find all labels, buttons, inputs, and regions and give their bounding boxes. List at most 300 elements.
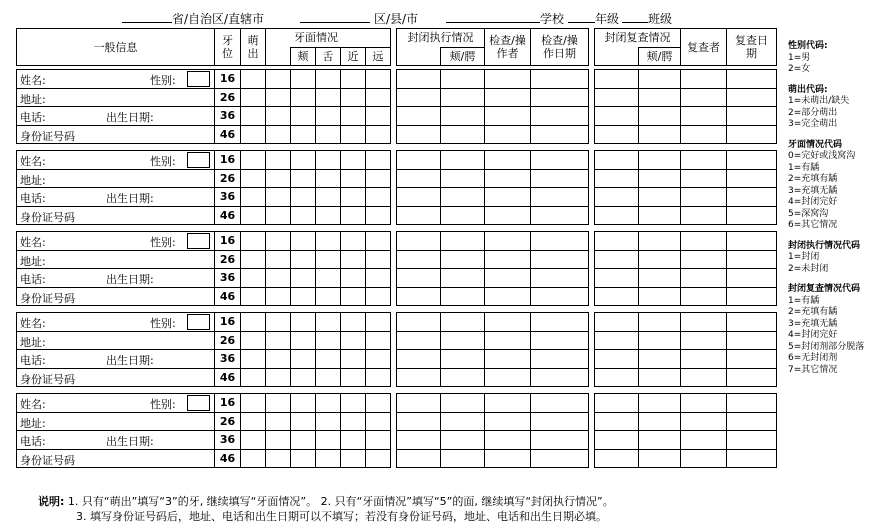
entry-cell[interactable] (595, 151, 639, 170)
class-blank[interactable] (622, 22, 648, 23)
entry-cell[interactable] (681, 70, 727, 89)
entry-cell[interactable] (316, 368, 341, 387)
entry-cell[interactable] (366, 70, 391, 89)
entry-cell[interactable] (681, 107, 727, 126)
entry-cell[interactable] (485, 70, 531, 89)
entry-cell[interactable] (266, 125, 291, 144)
school-blank[interactable] (446, 22, 540, 23)
entry-cell[interactable] (366, 232, 391, 251)
student-info-cell[interactable] (17, 431, 215, 450)
entry-cell[interactable] (341, 269, 366, 288)
entry-cell[interactable] (266, 313, 291, 332)
entry-cell[interactable] (241, 287, 266, 306)
entry-cell[interactable] (727, 206, 777, 225)
entry-cell[interactable] (291, 107, 316, 126)
entry-cell[interactable] (595, 107, 639, 126)
entry-cell[interactable] (397, 394, 441, 413)
entry-cell[interactable] (485, 250, 531, 269)
entry-cell[interactable] (639, 394, 681, 413)
entry-cell[interactable] (727, 107, 777, 126)
entry-cell[interactable] (316, 431, 341, 450)
student-info-cell[interactable] (17, 125, 215, 144)
entry-cell[interactable] (366, 206, 391, 225)
entry-cell[interactable] (531, 250, 589, 269)
entry-cell[interactable] (316, 70, 341, 89)
entry-cell[interactable] (341, 232, 366, 251)
entry-cell[interactable] (485, 206, 531, 225)
entry-cell[interactable] (595, 70, 639, 89)
entry-cell[interactable] (341, 250, 366, 269)
entry-cell[interactable] (241, 151, 266, 170)
entry-cell[interactable] (639, 412, 681, 431)
entry-cell[interactable] (241, 250, 266, 269)
entry-cell[interactable] (397, 125, 441, 144)
entry-cell[interactable] (397, 169, 441, 188)
entry-cell[interactable] (266, 70, 291, 89)
student-info-cell[interactable] (17, 394, 215, 413)
entry-cell[interactable] (681, 449, 727, 468)
entry-cell[interactable] (681, 269, 727, 288)
entry-cell[interactable] (727, 151, 777, 170)
entry-cell[interactable] (531, 350, 589, 369)
entry-cell[interactable] (397, 368, 441, 387)
student-info-cell[interactable] (17, 269, 215, 288)
entry-cell[interactable] (397, 88, 441, 107)
entry-cell[interactable] (266, 107, 291, 126)
entry-cell[interactable] (366, 331, 391, 350)
entry-cell[interactable] (266, 250, 291, 269)
entry-cell[interactable] (727, 331, 777, 350)
entry-cell[interactable] (241, 431, 266, 450)
entry-cell[interactable] (397, 269, 441, 288)
entry-cell[interactable] (291, 368, 316, 387)
entry-cell[interactable] (341, 151, 366, 170)
entry-cell[interactable] (241, 107, 266, 126)
entry-cell[interactable] (485, 313, 531, 332)
entry-cell[interactable] (397, 287, 441, 306)
entry-cell[interactable] (485, 125, 531, 144)
gender-box[interactable] (187, 152, 210, 168)
entry-cell[interactable] (341, 88, 366, 107)
entry-cell[interactable] (341, 70, 366, 89)
entry-cell[interactable] (241, 169, 266, 188)
entry-cell[interactable] (727, 449, 777, 468)
entry-cell[interactable] (366, 188, 391, 207)
entry-cell[interactable] (485, 331, 531, 350)
entry-cell[interactable] (485, 287, 531, 306)
student-info-cell[interactable] (17, 88, 215, 107)
entry-cell[interactable] (316, 206, 341, 225)
entry-cell[interactable] (266, 188, 291, 207)
entry-cell[interactable] (241, 350, 266, 369)
entry-cell[interactable] (291, 287, 316, 306)
province-blank[interactable] (122, 22, 172, 23)
entry-cell[interactable] (531, 449, 589, 468)
entry-cell[interactable] (266, 350, 291, 369)
entry-cell[interactable] (366, 412, 391, 431)
entry-cell[interactable] (531, 368, 589, 387)
entry-cell[interactable] (291, 394, 316, 413)
entry-cell[interactable] (595, 269, 639, 288)
entry-cell[interactable] (266, 88, 291, 107)
entry-cell[interactable] (639, 151, 681, 170)
entry-cell[interactable] (291, 269, 316, 288)
student-info-cell[interactable] (17, 151, 215, 170)
entry-cell[interactable] (595, 88, 639, 107)
entry-cell[interactable] (241, 394, 266, 413)
entry-cell[interactable] (341, 287, 366, 306)
entry-cell[interactable] (316, 350, 341, 369)
entry-cell[interactable] (595, 232, 639, 251)
entry-cell[interactable] (681, 412, 727, 431)
entry-cell[interactable] (681, 331, 727, 350)
entry-cell[interactable] (266, 232, 291, 251)
entry-cell[interactable] (595, 431, 639, 450)
entry-cell[interactable] (727, 431, 777, 450)
entry-cell[interactable] (531, 88, 589, 107)
entry-cell[interactable] (341, 169, 366, 188)
entry-cell[interactable] (727, 125, 777, 144)
entry-cell[interactable] (241, 70, 266, 89)
entry-cell[interactable] (316, 269, 341, 288)
entry-cell[interactable] (441, 206, 485, 225)
entry-cell[interactable] (341, 313, 366, 332)
entry-cell[interactable] (341, 394, 366, 413)
entry-cell[interactable] (397, 70, 441, 89)
entry-cell[interactable] (639, 188, 681, 207)
entry-cell[interactable] (441, 368, 485, 387)
entry-cell[interactable] (291, 151, 316, 170)
entry-cell[interactable] (595, 125, 639, 144)
entry-cell[interactable] (266, 169, 291, 188)
entry-cell[interactable] (291, 331, 316, 350)
entry-cell[interactable] (485, 169, 531, 188)
entry-cell[interactable] (241, 412, 266, 431)
entry-cell[interactable] (316, 287, 341, 306)
student-info-cell[interactable] (17, 350, 215, 369)
entry-cell[interactable] (441, 412, 485, 431)
entry-cell[interactable] (485, 394, 531, 413)
entry-cell[interactable] (727, 313, 777, 332)
entry-cell[interactable] (266, 151, 291, 170)
entry-cell[interactable] (639, 313, 681, 332)
entry-cell[interactable] (341, 331, 366, 350)
entry-cell[interactable] (531, 107, 589, 126)
entry-cell[interactable] (397, 151, 441, 170)
entry-cell[interactable] (639, 70, 681, 89)
student-info-cell[interactable] (17, 449, 215, 468)
entry-cell[interactable] (316, 188, 341, 207)
entry-cell[interactable] (366, 313, 391, 332)
entry-cell[interactable] (595, 188, 639, 207)
entry-cell[interactable] (316, 331, 341, 350)
entry-cell[interactable] (531, 206, 589, 225)
entry-cell[interactable] (366, 125, 391, 144)
entry-cell[interactable] (681, 206, 727, 225)
student-info-cell[interactable] (17, 250, 215, 269)
entry-cell[interactable] (531, 232, 589, 251)
entry-cell[interactable] (291, 350, 316, 369)
entry-cell[interactable] (595, 350, 639, 369)
entry-cell[interactable] (485, 188, 531, 207)
student-info-cell[interactable] (17, 232, 215, 251)
entry-cell[interactable] (485, 350, 531, 369)
student-info-cell[interactable] (17, 412, 215, 431)
entry-cell[interactable] (266, 368, 291, 387)
student-info-cell[interactable] (17, 331, 215, 350)
entry-cell[interactable] (366, 368, 391, 387)
entry-cell[interactable] (366, 107, 391, 126)
entry-cell[interactable] (366, 88, 391, 107)
entry-cell[interactable] (341, 412, 366, 431)
entry-cell[interactable] (397, 350, 441, 369)
entry-cell[interactable] (266, 412, 291, 431)
entry-cell[interactable] (639, 169, 681, 188)
entry-cell[interactable] (681, 287, 727, 306)
entry-cell[interactable] (316, 125, 341, 144)
entry-cell[interactable] (366, 250, 391, 269)
entry-cell[interactable] (727, 269, 777, 288)
entry-cell[interactable] (639, 107, 681, 126)
entry-cell[interactable] (681, 368, 727, 387)
entry-cell[interactable] (241, 331, 266, 350)
entry-cell[interactable] (291, 412, 316, 431)
entry-cell[interactable] (531, 412, 589, 431)
entry-cell[interactable] (397, 188, 441, 207)
entry-cell[interactable] (241, 269, 266, 288)
student-info-cell[interactable] (17, 188, 215, 207)
entry-cell[interactable] (316, 313, 341, 332)
entry-cell[interactable] (291, 206, 316, 225)
entry-cell[interactable] (366, 431, 391, 450)
entry-cell[interactable] (397, 232, 441, 251)
entry-cell[interactable] (366, 169, 391, 188)
entry-cell[interactable] (366, 449, 391, 468)
entry-cell[interactable] (291, 70, 316, 89)
entry-cell[interactable] (441, 151, 485, 170)
entry-cell[interactable] (595, 394, 639, 413)
entry-cell[interactable] (266, 287, 291, 306)
entry-cell[interactable] (341, 368, 366, 387)
entry-cell[interactable] (485, 412, 531, 431)
entry-cell[interactable] (441, 331, 485, 350)
entry-cell[interactable] (727, 188, 777, 207)
entry-cell[interactable] (681, 188, 727, 207)
entry-cell[interactable] (595, 206, 639, 225)
entry-cell[interactable] (241, 313, 266, 332)
entry-cell[interactable] (291, 431, 316, 450)
entry-cell[interactable] (595, 368, 639, 387)
student-info-cell[interactable] (17, 70, 215, 89)
entry-cell[interactable] (266, 394, 291, 413)
entry-cell[interactable] (441, 250, 485, 269)
entry-cell[interactable] (441, 188, 485, 207)
entry-cell[interactable] (241, 206, 266, 225)
entry-cell[interactable] (531, 188, 589, 207)
entry-cell[interactable] (681, 313, 727, 332)
entry-cell[interactable] (441, 431, 485, 450)
entry-cell[interactable] (316, 107, 341, 126)
entry-cell[interactable] (639, 368, 681, 387)
entry-cell[interactable] (681, 431, 727, 450)
entry-cell[interactable] (366, 269, 391, 288)
entry-cell[interactable] (441, 394, 485, 413)
entry-cell[interactable] (485, 368, 531, 387)
entry-cell[interactable] (639, 232, 681, 251)
student-info-cell[interactable] (17, 206, 215, 225)
entry-cell[interactable] (291, 232, 316, 251)
grade-blank[interactable] (568, 22, 595, 23)
gender-box[interactable] (187, 233, 210, 249)
entry-cell[interactable] (441, 88, 485, 107)
entry-cell[interactable] (639, 88, 681, 107)
entry-cell[interactable] (531, 151, 589, 170)
entry-cell[interactable] (397, 250, 441, 269)
gender-box[interactable] (187, 71, 210, 87)
entry-cell[interactable] (639, 431, 681, 450)
entry-cell[interactable] (531, 287, 589, 306)
entry-cell[interactable] (441, 70, 485, 89)
entry-cell[interactable] (727, 169, 777, 188)
entry-cell[interactable] (397, 313, 441, 332)
entry-cell[interactable] (595, 412, 639, 431)
entry-cell[interactable] (397, 449, 441, 468)
entry-cell[interactable] (366, 151, 391, 170)
student-info-cell[interactable] (17, 313, 215, 332)
student-info-cell[interactable] (17, 107, 215, 126)
entry-cell[interactable] (341, 125, 366, 144)
entry-cell[interactable] (366, 287, 391, 306)
entry-cell[interactable] (727, 70, 777, 89)
entry-cell[interactable] (639, 449, 681, 468)
entry-cell[interactable] (241, 125, 266, 144)
entry-cell[interactable] (341, 188, 366, 207)
entry-cell[interactable] (681, 88, 727, 107)
entry-cell[interactable] (639, 331, 681, 350)
entry-cell[interactable] (727, 412, 777, 431)
entry-cell[interactable] (341, 431, 366, 450)
entry-cell[interactable] (639, 125, 681, 144)
entry-cell[interactable] (727, 287, 777, 306)
entry-cell[interactable] (639, 206, 681, 225)
entry-cell[interactable] (485, 269, 531, 288)
entry-cell[interactable] (397, 431, 441, 450)
entry-cell[interactable] (241, 88, 266, 107)
entry-cell[interactable] (441, 125, 485, 144)
student-info-cell[interactable] (17, 287, 215, 306)
entry-cell[interactable] (366, 394, 391, 413)
entry-cell[interactable] (485, 449, 531, 468)
entry-cell[interactable] (316, 412, 341, 431)
entry-cell[interactable] (485, 107, 531, 126)
entry-cell[interactable] (266, 269, 291, 288)
gender-box[interactable] (187, 395, 210, 411)
student-info-cell[interactable] (17, 169, 215, 188)
entry-cell[interactable] (266, 206, 291, 225)
entry-cell[interactable] (531, 70, 589, 89)
entry-cell[interactable] (531, 125, 589, 144)
entry-cell[interactable] (531, 313, 589, 332)
entry-cell[interactable] (397, 107, 441, 126)
entry-cell[interactable] (681, 151, 727, 170)
entry-cell[interactable] (531, 394, 589, 413)
entry-cell[interactable] (316, 88, 341, 107)
entry-cell[interactable] (316, 394, 341, 413)
entry-cell[interactable] (316, 250, 341, 269)
district-blank[interactable] (300, 22, 370, 23)
entry-cell[interactable] (485, 88, 531, 107)
entry-cell[interactable] (241, 449, 266, 468)
entry-cell[interactable] (366, 350, 391, 369)
entry-cell[interactable] (291, 125, 316, 144)
entry-cell[interactable] (241, 232, 266, 251)
entry-cell[interactable] (727, 250, 777, 269)
entry-cell[interactable] (727, 394, 777, 413)
entry-cell[interactable] (639, 287, 681, 306)
entry-cell[interactable] (727, 88, 777, 107)
entry-cell[interactable] (681, 169, 727, 188)
student-info-cell[interactable] (17, 368, 215, 387)
entry-cell[interactable] (441, 169, 485, 188)
entry-cell[interactable] (316, 232, 341, 251)
entry-cell[interactable] (291, 449, 316, 468)
entry-cell[interactable] (531, 431, 589, 450)
entry-cell[interactable] (291, 250, 316, 269)
entry-cell[interactable] (595, 331, 639, 350)
entry-cell[interactable] (595, 313, 639, 332)
entry-cell[interactable] (531, 269, 589, 288)
entry-cell[interactable] (441, 350, 485, 369)
entry-cell[interactable] (681, 232, 727, 251)
entry-cell[interactable] (531, 169, 589, 188)
entry-cell[interactable] (316, 151, 341, 170)
entry-cell[interactable] (341, 449, 366, 468)
entry-cell[interactable] (595, 169, 639, 188)
entry-cell[interactable] (441, 107, 485, 126)
entry-cell[interactable] (681, 350, 727, 369)
entry-cell[interactable] (639, 350, 681, 369)
entry-cell[interactable] (316, 449, 341, 468)
entry-cell[interactable] (341, 206, 366, 225)
entry-cell[interactable] (266, 431, 291, 450)
entry-cell[interactable] (441, 313, 485, 332)
entry-cell[interactable] (727, 368, 777, 387)
entry-cell[interactable] (291, 188, 316, 207)
entry-cell[interactable] (266, 331, 291, 350)
entry-cell[interactable] (397, 331, 441, 350)
entry-cell[interactable] (441, 269, 485, 288)
entry-cell[interactable] (397, 412, 441, 431)
entry-cell[interactable] (531, 331, 589, 350)
gender-box[interactable] (187, 314, 210, 330)
entry-cell[interactable] (241, 368, 266, 387)
entry-cell[interactable] (441, 232, 485, 251)
entry-cell[interactable] (727, 350, 777, 369)
entry-cell[interactable] (341, 107, 366, 126)
entry-cell[interactable] (681, 250, 727, 269)
entry-cell[interactable] (681, 125, 727, 144)
entry-cell[interactable] (595, 287, 639, 306)
entry-cell[interactable] (485, 151, 531, 170)
entry-cell[interactable] (485, 232, 531, 251)
entry-cell[interactable] (316, 169, 341, 188)
entry-cell[interactable] (291, 88, 316, 107)
entry-cell[interactable] (639, 250, 681, 269)
entry-cell[interactable] (595, 250, 639, 269)
entry-cell[interactable] (266, 449, 291, 468)
entry-cell[interactable] (341, 350, 366, 369)
entry-cell[interactable] (397, 206, 441, 225)
